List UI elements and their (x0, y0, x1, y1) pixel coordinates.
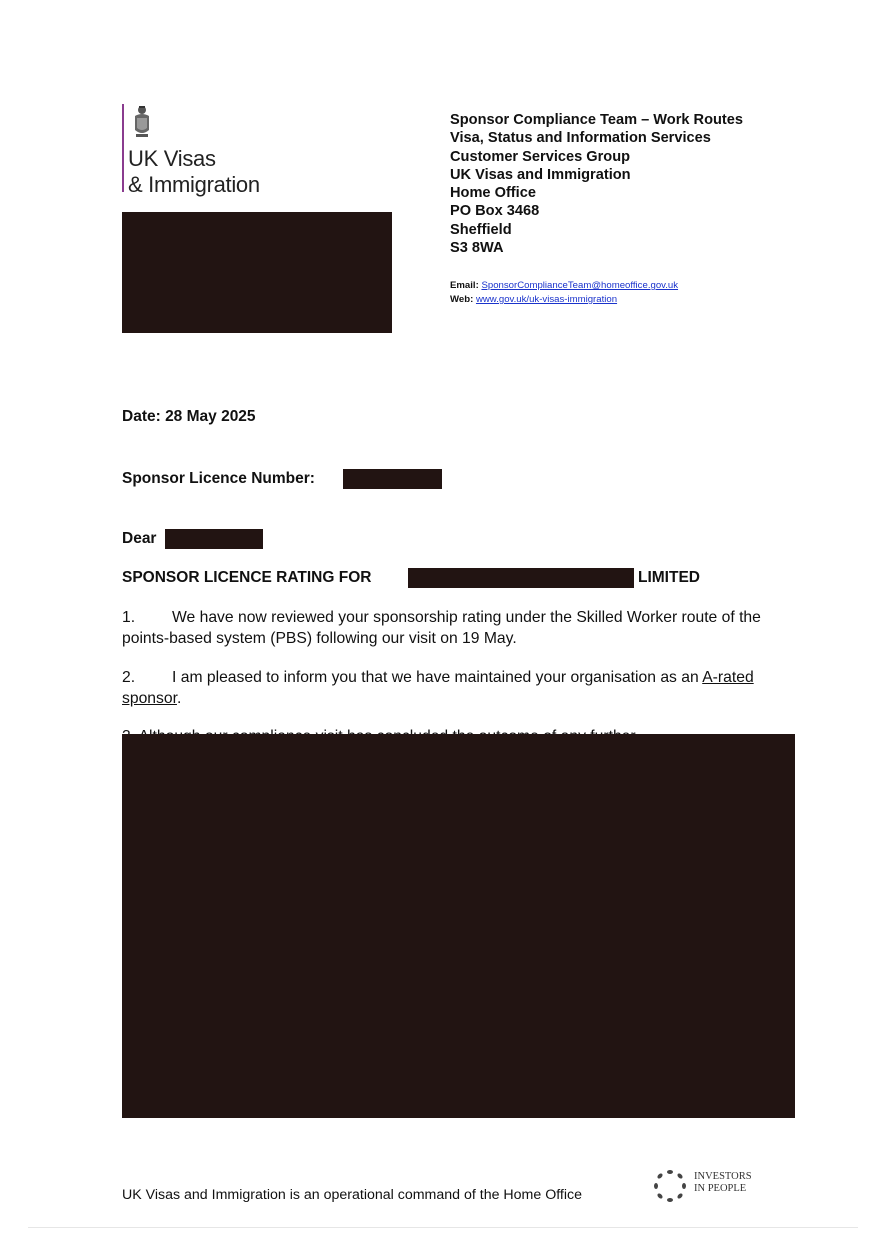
paragraph-number: 2. (122, 669, 136, 686)
address-line: Sponsor Compliance Team – Work Routes (450, 112, 744, 128)
page-bottom-edge (28, 1227, 858, 1228)
redacted-body-block (122, 734, 795, 1118)
sender-address (450, 111, 810, 257)
address-line: Home Office (450, 185, 536, 202)
web-link[interactable]: www.gov.uk/uk-visas-immigration (475, 294, 618, 305)
a-rated-sponsor-link: A-rated sponsor (122, 669, 754, 707)
paragraph-2 (122, 668, 812, 709)
greeting: Dear (122, 530, 157, 547)
address-line: S3 8WA (450, 240, 504, 257)
logo-text-line1: UK Visas (128, 146, 216, 171)
royal-crest-icon (132, 104, 152, 140)
logo-text-line2: & Immigration (128, 172, 260, 197)
licence-number-label: Sponsor Licence Number: (122, 470, 315, 487)
contact-details (450, 279, 678, 307)
footer-text: UK Visas and Immigration is an operational command of the Home Office (122, 1187, 583, 1203)
subject-prefix: SPONSOR LICENCE RATING FOR (122, 569, 372, 586)
redacted-recipient-name (165, 529, 263, 549)
investors-in-people-badge (648, 1167, 768, 1207)
ukvi-logo (122, 104, 292, 197)
redacted-licence-number (343, 469, 442, 489)
badge-text (694, 1171, 752, 1195)
web-label: Web: (450, 294, 474, 305)
paragraph-text-end: . (176, 689, 182, 707)
address-line: UK Visas and Immigration (450, 166, 631, 183)
email-label: Email: (450, 280, 479, 291)
address-line: PO Box 3468 (450, 203, 540, 220)
letter-date: Date: 28 May 2025 (122, 408, 256, 425)
badge-line2: IN PEOPLE (694, 1183, 747, 1194)
redacted-company-name (408, 568, 634, 588)
badge-line1: INVESTORS (694, 1171, 752, 1182)
redacted-recipient-address (122, 212, 392, 333)
address-line: Sheffield (450, 221, 512, 238)
address-line: Visa, Status and Information Services (450, 130, 711, 147)
paragraph-number: 1. (122, 609, 136, 626)
paragraph-text: We have now reviewed your sponsorship rating under the Skilled Worker route of the points-based system (PBS) following our visit on 19 May. (122, 609, 761, 647)
subject-suffix: LIMITED (638, 569, 700, 586)
email-link[interactable]: SponsorComplianceTeam@homeoffice.gov.uk (481, 280, 679, 291)
paragraph-text: I am pleased to inform you that we have maintained your organisation as an (172, 669, 699, 686)
address-line: Customer Services Group (450, 148, 631, 165)
investors-in-people-icon (650, 1167, 690, 1207)
paragraph-1 (122, 608, 812, 649)
